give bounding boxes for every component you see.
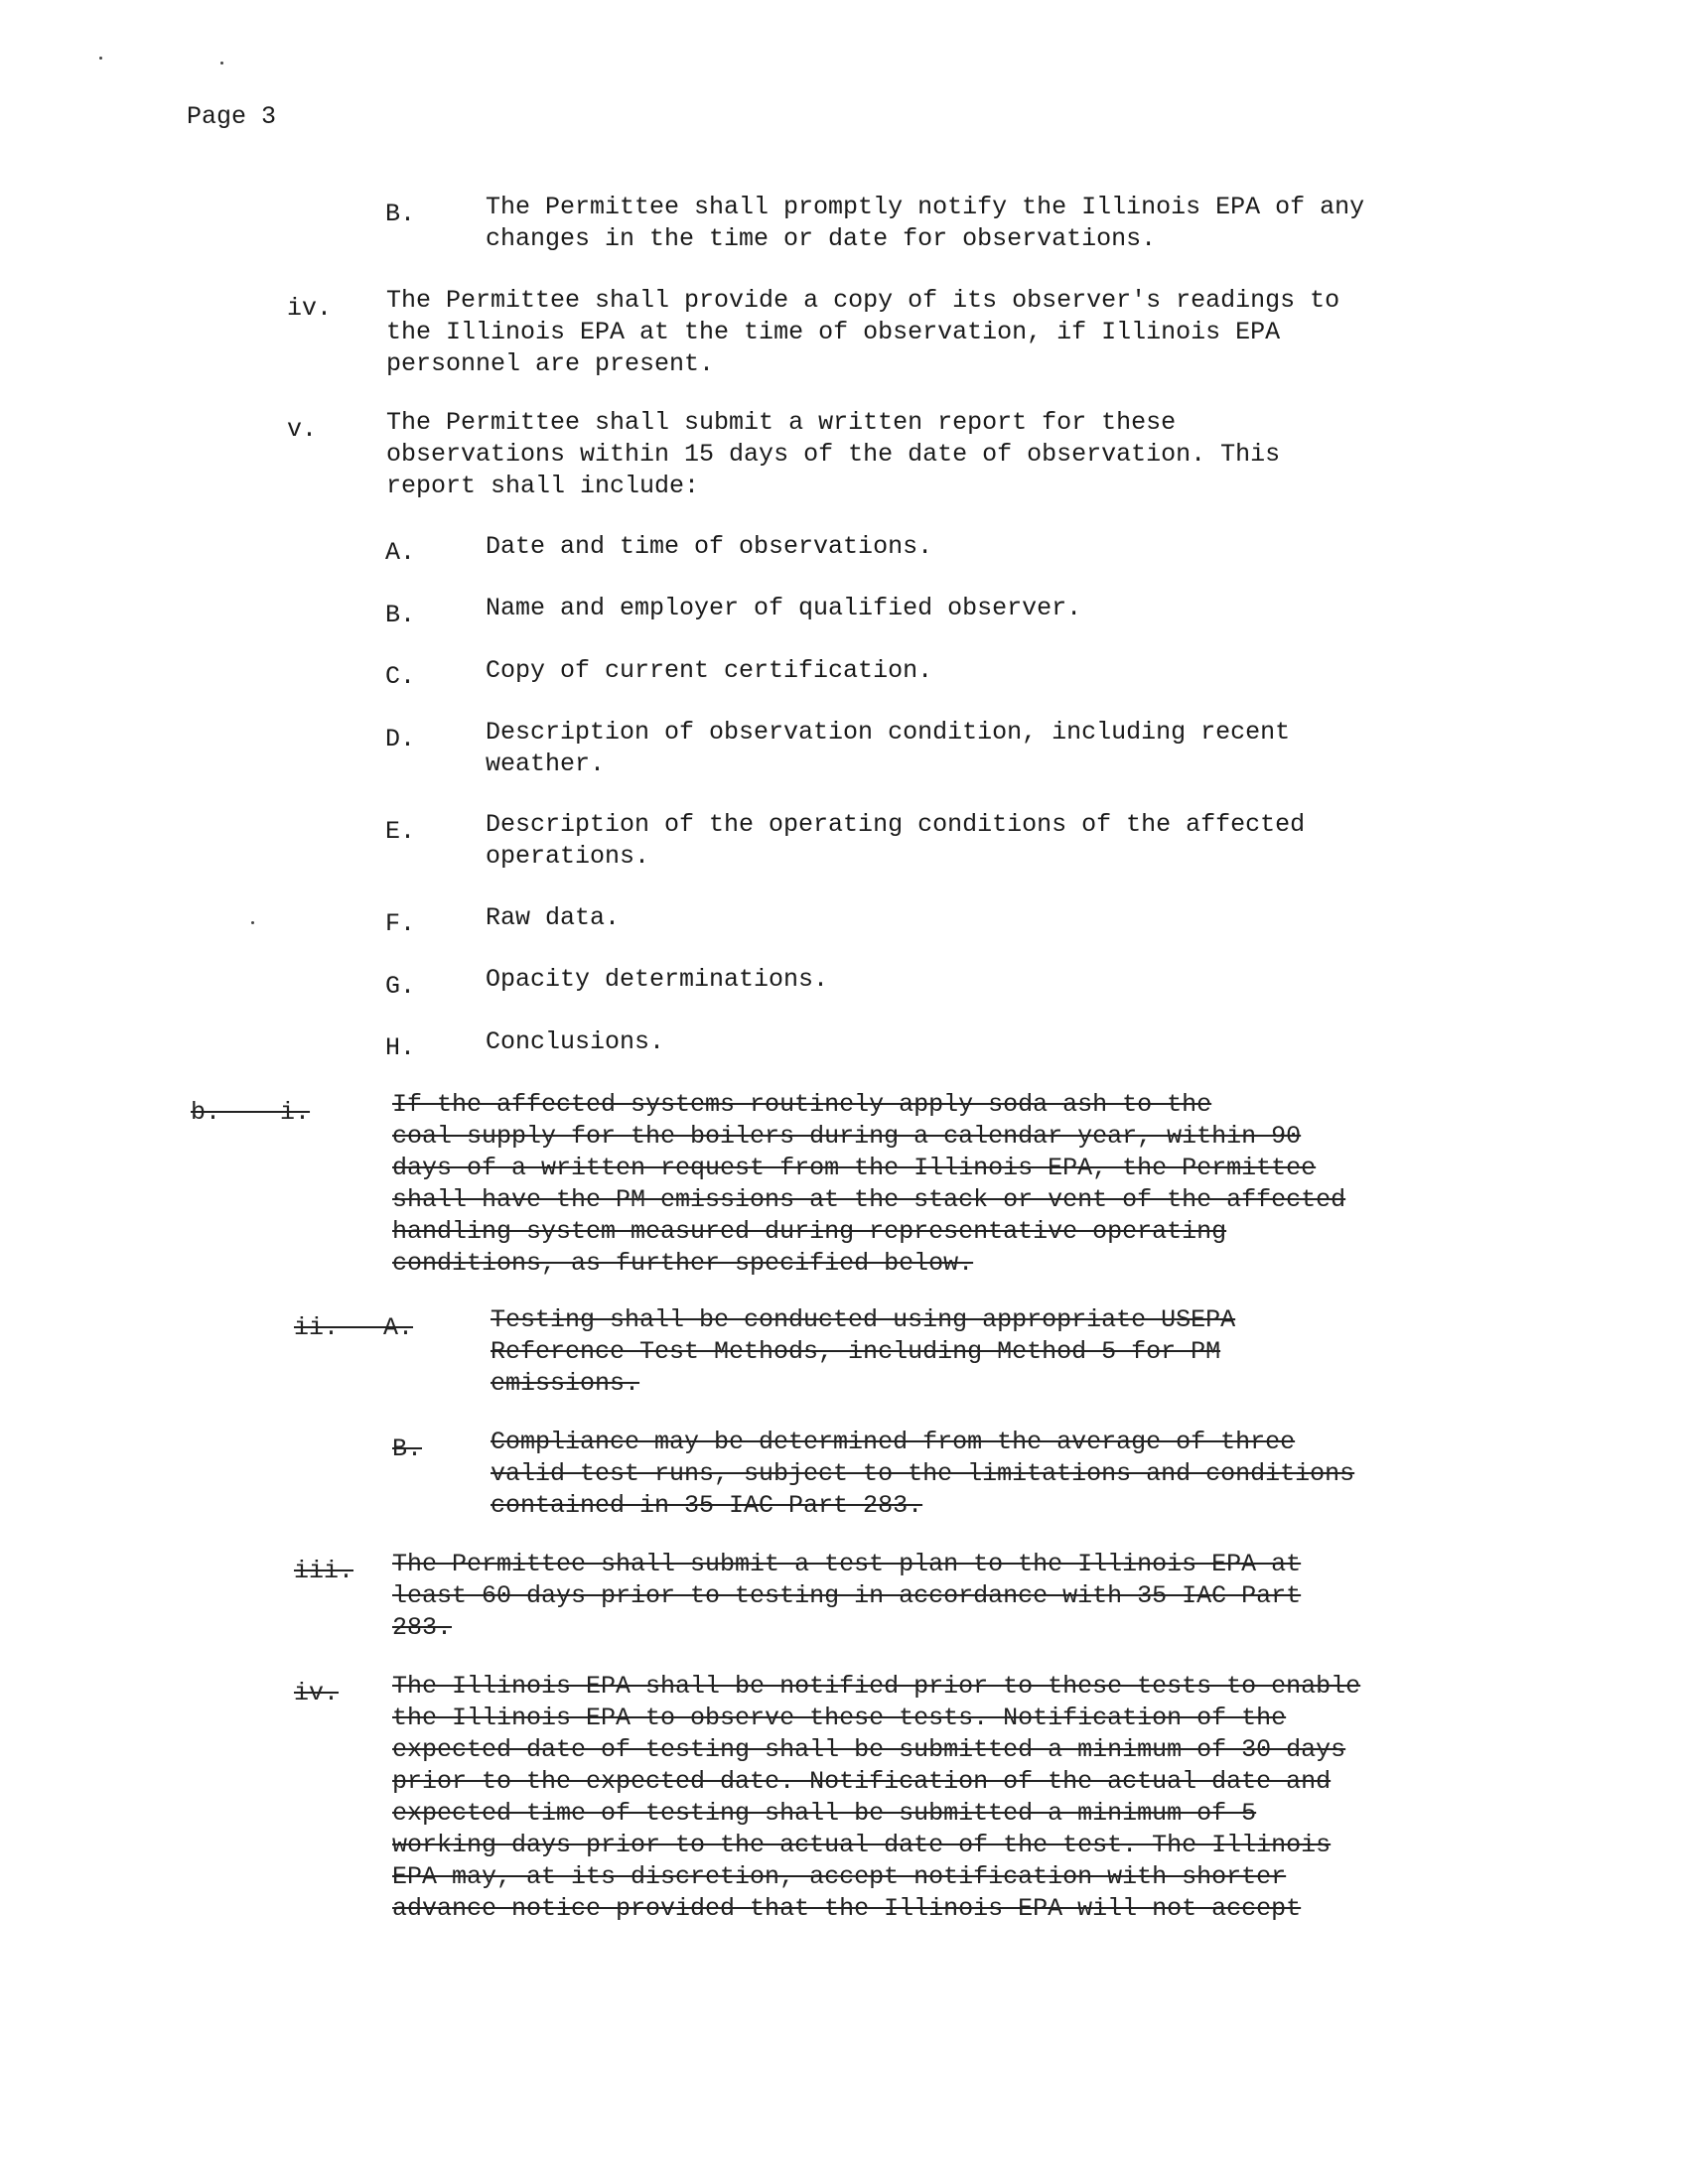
item-line: Name and employer of qualified observer.: [486, 594, 1082, 622]
item-line: personnel are present.: [386, 349, 715, 378]
item-line: coal supply for the boilers during a calendar year, within 90: [392, 1122, 1302, 1151]
item-line: expected time of testing shall be submitted a minimum of 5: [392, 1799, 1257, 1828]
item-marker: F.: [385, 909, 416, 938]
item-text: [486, 717, 1290, 780]
item-line: working days prior to the actual date of the test. The Illinois: [392, 1831, 1332, 1859]
item-text: [392, 1089, 1345, 1280]
item-line: If the affected systems routinely apply soda ash to the: [392, 1090, 1212, 1119]
item-line: Conclusions.: [486, 1027, 665, 1056]
item-line: handling system measured during representative operating: [392, 1217, 1227, 1246]
item-marker: E.: [385, 817, 416, 846]
item-marker: B.: [385, 200, 416, 228]
item-line: weather.: [486, 750, 606, 778]
item-marker: A.: [385, 538, 416, 567]
page-number: Page 3: [187, 102, 277, 131]
item-line: least 60 days prior to testing in accordance with 35 IAC Part: [392, 1581, 1302, 1610]
item-text: [491, 1304, 1235, 1400]
item-text: [486, 902, 620, 934]
item-text: [386, 407, 1280, 502]
item-line: expected date of testing shall be submitted a minimum of 30 days: [392, 1735, 1346, 1764]
item-line: report shall include:: [386, 472, 700, 500]
item-marker: iv.: [294, 1679, 340, 1707]
item-text: [392, 1671, 1360, 1925]
item-line: Opacity determinations.: [486, 965, 829, 994]
item-marker: b. i.: [191, 1098, 311, 1127]
item-text: [486, 964, 828, 996]
item-line: 283.: [392, 1613, 453, 1642]
item-line: The Permittee shall submit a written report for these: [386, 408, 1177, 437]
item-line: Compliance may be determined from the average of three: [491, 1428, 1296, 1456]
item-line: Reference Test Methods, including Method 5 for PM: [491, 1337, 1221, 1366]
item-line: Date and time of observations.: [486, 532, 933, 561]
item-marker: D.: [385, 725, 416, 753]
item-marker: G.: [385, 972, 416, 1001]
item-text: [486, 531, 932, 563]
item-marker: iii.: [294, 1557, 354, 1585]
item-line: advance notice provided that the Illinois EPA will not accept: [392, 1894, 1302, 1923]
item-line: Raw data.: [486, 903, 621, 932]
item-marker: H.: [385, 1033, 416, 1062]
item-text: [386, 285, 1339, 380]
item-line: operations.: [486, 842, 650, 871]
scan-speck: [99, 57, 102, 60]
item-line: prior to the expected date. Notification of the actual date and: [392, 1767, 1332, 1796]
item-marker: iv.: [287, 294, 333, 323]
item-line: The Permittee shall provide a copy of its observer's readings to: [386, 286, 1340, 315]
item-line: emissions.: [491, 1369, 640, 1398]
item-line: valid test runs, subject to the limitations and conditions: [491, 1459, 1355, 1488]
item-line: conditions, as further specified below.: [392, 1249, 974, 1278]
item-line: Copy of current certification.: [486, 656, 933, 685]
item-marker: B.: [385, 601, 416, 629]
item-line: Testing shall be conducted using appropriate USEPA: [491, 1305, 1236, 1334]
scan-speck: [251, 921, 254, 924]
item-text: [486, 809, 1305, 873]
item-line: the Illinois EPA to observe these tests. Notification of the: [392, 1704, 1287, 1732]
item-line: observations within 15 days of the date of observation. This: [386, 440, 1281, 469]
scan-speck: [220, 62, 223, 65]
item-line: The Permittee shall promptly notify the Illinois EPA of any: [486, 193, 1365, 221]
item-text: [491, 1427, 1354, 1522]
item-marker: ii. A.: [294, 1313, 414, 1342]
item-text: [486, 655, 932, 687]
item-marker: v.: [287, 415, 318, 444]
item-line: EPA may, at its discretion, accept notification with shorter: [392, 1862, 1287, 1891]
item-text: [486, 593, 1081, 624]
item-line: the Illinois EPA at the time of observation, if Illinois EPA: [386, 318, 1281, 346]
item-line: shall have the PM emissions at the stack or vent of the affected: [392, 1185, 1346, 1214]
item-line: contained in 35 IAC Part 283.: [491, 1491, 923, 1520]
item-line: The Permittee shall submit a test plan to the Illinois EPA at: [392, 1550, 1302, 1578]
item-line: Description of the operating conditions of the affected: [486, 810, 1306, 839]
item-text: [486, 1026, 664, 1058]
item-line: changes in the time or date for observations.: [486, 224, 1157, 253]
item-line: Description of observation condition, including recent: [486, 718, 1291, 747]
item-line: days of a written request from the Illinois EPA, the Permittee: [392, 1154, 1317, 1182]
item-text: [486, 192, 1364, 255]
item-marker: C.: [385, 662, 416, 691]
item-text: [392, 1549, 1301, 1644]
item-marker: B.: [392, 1434, 423, 1463]
item-line: The Illinois EPA shall be notified prior to these tests to enable: [392, 1672, 1361, 1701]
